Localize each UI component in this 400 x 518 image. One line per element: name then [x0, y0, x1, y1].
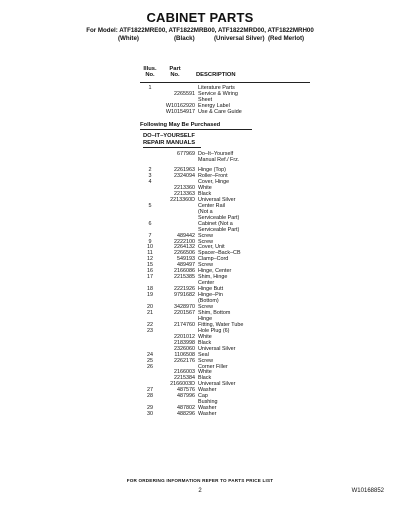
part-description: Literature Parts — [198, 85, 235, 91]
part-description: Clamp–Cord — [198, 256, 229, 263]
table-row — [140, 412, 310, 418]
part-description: Hinge (Top) — [198, 167, 226, 174]
document-number: W10168852 — [351, 488, 384, 494]
section-title: Following May Be Purchased — [140, 121, 221, 128]
page-title: CABINET PARTS — [146, 10, 254, 25]
parts-rows — [140, 168, 310, 418]
part-description: Screw — [198, 238, 213, 245]
part-number: 2324094 — [174, 173, 195, 180]
illus-number: 2 — [148, 167, 152, 174]
illus-number: 21 — [147, 309, 153, 316]
part-number: 487576 — [177, 387, 195, 394]
part-number: 2166003 — [174, 369, 195, 376]
part-number: 2215385 — [174, 274, 195, 281]
illus-number: 19 — [147, 292, 153, 299]
part-description: Shim, Bottom Hinge — [198, 309, 231, 322]
part-description: White — [198, 333, 212, 340]
illus-number: 3 — [148, 173, 152, 180]
part-description: Washer — [198, 405, 217, 412]
model-numbers: For Model: ATF1822MRE00, ATF1822MRB00, ATF1822MRD00, ATF1822MRH00 — [86, 27, 314, 34]
part-description: Black — [198, 339, 212, 346]
variant-universal-silver: (Universal Silver) — [214, 34, 265, 42]
variant-red-merlot: (Red Merlot) — [268, 34, 305, 42]
part-description: Use & Care Guide — [198, 108, 242, 115]
part-description: Universal Silver — [198, 381, 236, 388]
part-description: Hinge, Center — [198, 268, 232, 275]
part-number: 9791682 — [174, 292, 195, 299]
part-number: W10162920 — [165, 102, 195, 109]
part-description: Washer — [198, 411, 217, 418]
section-divider — [140, 129, 252, 130]
part-number: 489442 — [177, 232, 195, 239]
part-description: Cover, Unit — [198, 244, 225, 251]
variant-white: (White) — [118, 34, 139, 42]
part-description: Black — [198, 190, 212, 197]
ordering-note: FOR ORDERING INFORMATION REFER TO PARTS PRICE LIST — [126, 478, 274, 483]
part-number: 2213363 — [174, 190, 195, 197]
illus-number: 18 — [147, 286, 153, 293]
table-row — [140, 293, 310, 305]
part-number: 2215384 — [174, 375, 195, 382]
part-description: Energy Label — [198, 102, 230, 109]
part-number: 2222100 — [174, 238, 195, 245]
model-header — [0, 27, 400, 43]
part-description: Shim, Hinge Center — [198, 274, 228, 287]
table-row — [140, 275, 310, 287]
part-number: 2213360D — [170, 196, 195, 203]
page-number: 2 — [198, 488, 202, 494]
parts-table — [140, 66, 310, 418]
illus-number: 12 — [147, 256, 153, 263]
illus-number: 1 — [148, 85, 152, 91]
part-description: Universal Silver — [198, 345, 236, 352]
part-number: 2174760 — [174, 321, 195, 328]
illus-number: 30 — [147, 411, 153, 418]
table-row — [140, 222, 310, 234]
illus-number: 10 — [147, 244, 153, 251]
illus-number: 20 — [147, 304, 153, 310]
part-description: Screw — [198, 304, 213, 310]
illus-number: 25 — [147, 357, 153, 364]
table-header — [140, 66, 310, 80]
part-description: Screw — [198, 357, 213, 364]
variant-black: (Black) — [174, 34, 195, 42]
part-number: 488296 — [177, 411, 195, 418]
part-description: Seal — [198, 351, 209, 358]
part-description: Hole Plug (6) — [198, 327, 230, 334]
part-number: 2201012 — [174, 333, 195, 340]
illus-number: 17 — [147, 274, 153, 281]
part-description: Cabinet (Not a Serviceable Part) — [198, 220, 240, 233]
part-description: Screw — [198, 262, 213, 269]
part-description: Screw — [198, 232, 213, 239]
part-number: 2201567 — [174, 309, 195, 316]
table-row — [140, 110, 310, 116]
part-number: 549193 — [177, 256, 195, 263]
header-divider — [140, 82, 310, 83]
illus-number: 15 — [147, 262, 153, 269]
illus-number: 23 — [147, 327, 153, 334]
illus-number: 9 — [148, 238, 152, 245]
part-description: Corner Filler — [198, 363, 228, 370]
part-number: 677969 — [177, 151, 195, 158]
table-row — [140, 152, 310, 164]
part-number: 3428970 — [174, 304, 195, 310]
part-number: 2262176 — [174, 357, 195, 364]
part-description: Fitting, Water Tube — [198, 321, 244, 328]
part-number: 2264132 — [174, 244, 195, 251]
illus-number: 4 — [148, 178, 152, 185]
part-number: 2213360 — [174, 184, 195, 191]
illus-number: 5 — [148, 202, 152, 209]
part-description: Roller–Front — [198, 173, 228, 180]
table-row — [140, 204, 310, 222]
illus-number: 6 — [148, 220, 152, 227]
part-description: Hinge–Pin (Bottom) — [198, 292, 223, 305]
illus-number: 7 — [148, 232, 152, 239]
illus-number: 11 — [147, 250, 153, 257]
col-illus-no: Illus. No. — [143, 66, 157, 79]
part-number: 2266506 — [174, 250, 195, 257]
part-description: Hinge Butt — [198, 286, 224, 293]
table-row — [140, 394, 310, 406]
literature-rows — [140, 86, 310, 116]
col-description: DESCRIPTION — [196, 72, 236, 79]
manual-rows — [140, 152, 310, 164]
part-description: White — [198, 369, 212, 376]
subsection-title: DO–IT–YOURSELF REPAIR MANUALS — [143, 133, 196, 146]
part-description: Spacer–Back–CB — [198, 250, 241, 257]
part-number: W10154917 — [165, 108, 195, 115]
part-number: 487996 — [177, 393, 195, 400]
part-number: 2261963 — [174, 167, 195, 174]
part-number: 2221926 — [174, 286, 195, 293]
illus-number: 16 — [147, 268, 153, 275]
part-description: White — [198, 184, 212, 191]
part-description: Service & Wiring Sheet — [198, 90, 238, 103]
part-description: Center Rail (Not a Serviceable Part) — [198, 202, 240, 221]
part-number: 2326060 — [174, 345, 195, 352]
illus-number: 26 — [147, 363, 153, 370]
col-part-no: Part No. — [169, 66, 181, 79]
part-number: 2265591 — [174, 90, 195, 97]
illus-number: 29 — [147, 405, 153, 412]
part-description: Cover, Hinge — [198, 178, 230, 185]
part-description: Black — [198, 375, 212, 382]
illus-number: 22 — [147, 321, 153, 328]
part-number: 2166003D — [170, 381, 195, 388]
part-number: 487802 — [177, 405, 195, 412]
part-description: Do–It–Yourself Manual Ref./ Frz. — [198, 151, 240, 164]
subsection-divider — [143, 147, 201, 148]
model-variants — [0, 35, 400, 43]
illus-number: 27 — [147, 387, 153, 394]
part-description: Cap Bushing — [198, 393, 218, 406]
illus-number: 24 — [147, 351, 153, 358]
part-number: 2166086 — [174, 268, 195, 275]
part-description: Universal Silver — [198, 196, 236, 203]
illus-number: 28 — [147, 393, 153, 400]
part-number: 489497 — [177, 262, 195, 269]
part-description: Washer — [198, 387, 217, 394]
part-number: 2183998 — [174, 339, 195, 346]
part-number: 1106508 — [174, 351, 195, 358]
